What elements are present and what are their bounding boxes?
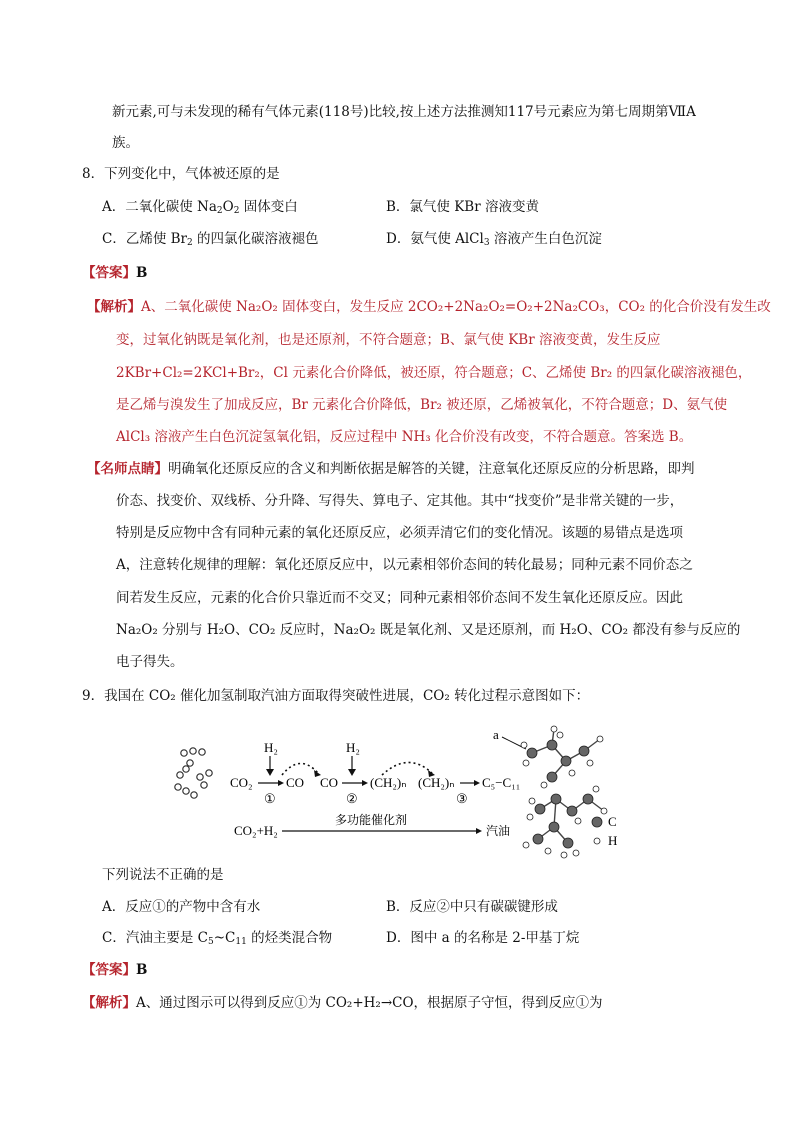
q9-option-a: A．反应①的产物中含有水 — [102, 899, 261, 915]
catalyst-label: 多功能催化剂 — [335, 813, 408, 827]
q8-tip-line-4: A，注意转化规律的理解：氧化还原反应中，以元素相邻价态间的转化最易；同种元素不同价态之 — [116, 557, 693, 573]
q8-tip-line-1: 【名师点睛】明确氧化还原反应的含义和判断依据是解答的关键，注意氧化还原反应的分析思路，即判 — [87, 461, 695, 477]
step-3-label: ③ — [456, 791, 468, 806]
q7-tail-line-1: 新元素,可与未发现的稀有气体元素(118号)比较,按上述方法推测知117号元素应为第七周期第ⅦA — [112, 104, 696, 120]
ch2n-species-2: (CH₂)ₙ — [418, 775, 455, 790]
q8-analysis-line-2: 变，过氧化钠既是氧化剂，也是还原剂，不符合题意；B、氯气使 KBr 溶液变黄，发生反应 — [116, 332, 661, 348]
dotted-arrow-2 — [382, 762, 432, 775]
q9-analysis-line-1: 【解析】A、通过图示可以得到反应①为 CO₂+H₂→CO，根据原子守恒，得到反应①为 — [82, 995, 603, 1011]
step-2-label: ② — [346, 791, 358, 806]
q8-answer — [82, 264, 147, 282]
dotted-arrow-1 — [282, 763, 318, 775]
answer-tag: 【答案】 — [82, 962, 136, 978]
co-species-2: CO — [320, 775, 339, 790]
q8-analysis-line-1: 【解析】A、二氧化碳使 Na₂O₂ 固体变白，发生反应 2CO₂+2Na₂O₂=O₂+2Na₂CO₃，CO₂ 的化合价没有发生改 — [87, 299, 771, 315]
q8-option-d: D．氨气使 AlCl$_3$ 溶液产生白色沉淀 — [386, 231, 602, 248]
q9-answer — [82, 961, 147, 979]
q8-stem: 8．下列变化中，气体被还原的是 — [82, 166, 280, 182]
h2-label-2: H₂ — [346, 740, 360, 755]
q9-option-b: B．反应②中只有碳碳键形成 — [386, 899, 558, 915]
h2-arrowhead-2 — [348, 769, 356, 776]
q9-option-c: C．汽油主要是 $C_5\sim C_{11}$ 的烃类混合物 — [102, 930, 333, 947]
answer-tag: 【答案】 — [82, 265, 136, 281]
h2-label-1: H₂ — [264, 740, 278, 755]
q8-option-c: C．乙烯使 $Br_2$ 的四氯化碳溶液褪色 — [102, 231, 319, 248]
q9-stem: 9．我国在 CO₂ 催化加氢制取汽油方面取得突破性进展，CO₂ 转化过程示意图如下： — [82, 688, 590, 704]
q8-tip-line-6: Na₂O₂ 分别与 H₂O、CO₂ 反应时，Na₂O₂ 既是氧化剂、又是还原剂，而 H₂O、CO₂ 都没有参与反应的 — [116, 622, 741, 638]
co2-conversion-scheme — [160, 725, 640, 860]
legend-c-swatch — [592, 817, 602, 827]
q8-analysis-line-3: 2KBr+Cl₂=2KCl+Br₂，Cl 元素化合价降低，被还原，符合题意；C、乙烯使 Br₂ 的四氯化碳溶液褪色， — [116, 365, 752, 381]
q8-tip-line-3: 特别是反应物中含有同种元素的氧化还原反应，必须弄清它们的变化情况。该题的易错点是选项 — [116, 525, 683, 541]
gasoline-label: 汽油 — [486, 824, 511, 838]
analysis-tag: 【解析】 — [82, 995, 136, 1011]
answer-value: B — [136, 962, 148, 978]
q7-tail-line-2: 族。 — [112, 135, 139, 151]
q8-tip-line-2: 价态、找变价、双线桥、分升降、写得失、算电子、定其他。其中“找变价”是非常关键的一步， — [116, 493, 684, 509]
q9-sub-stem: 下列说法不正确的是 — [102, 867, 224, 883]
legend-h-swatch — [594, 838, 600, 844]
ch2n-species-1: (CH₂)ₙ — [370, 775, 407, 790]
molecule-a-model — [532, 729, 600, 777]
analysis-tag: 【解析】 — [87, 299, 141, 315]
legend-c-label: C — [608, 814, 617, 829]
q8-option-a: A．二氧化碳使 $Na_2O_2$ 固体变白 — [102, 199, 298, 216]
h2-arrowhead-1 — [266, 769, 274, 776]
q8-analysis-line-5: AlCl₃ 溶液产生白色沉淀氢氧化铝，反应过程中 NH₃ 化合价没有改变，不符合题意。答案选 B。 — [116, 429, 693, 445]
tip-tag: 【名师点睛】 — [87, 461, 168, 477]
co2-molecule-cluster — [175, 748, 212, 798]
reactants-label: CO₂+H₂ — [234, 823, 278, 838]
label-a: a — [493, 727, 499, 742]
q8-tip-line-5: 间若发生反应，元素的化合价只靠近而不交叉；同种元素相邻价态间不发生氧化还原反应。因此 — [116, 590, 683, 606]
legend-h-label: H — [608, 833, 618, 848]
co-species-1: CO — [286, 775, 305, 790]
c5-c11-species: C₅−C₁₁ — [482, 775, 521, 790]
q8-option-b: B．氯气使 KBr 溶液变黄 — [386, 199, 539, 215]
q9-option-d: D．图中 a 的名称是 2-甲基丁烷 — [386, 930, 580, 946]
step-1-label: ① — [264, 791, 276, 806]
q8-tip-line-7: 电子得失。 — [116, 654, 184, 670]
q8-analysis-line-4: 是乙烯与溴发生了加成反应，Br 元素化合价降低，Br₂ 被还原，乙烯被氧化，不符合题意；D、氨气使 — [116, 397, 728, 413]
co2-species: CO₂ — [230, 775, 253, 790]
answer-value: B — [136, 265, 148, 281]
